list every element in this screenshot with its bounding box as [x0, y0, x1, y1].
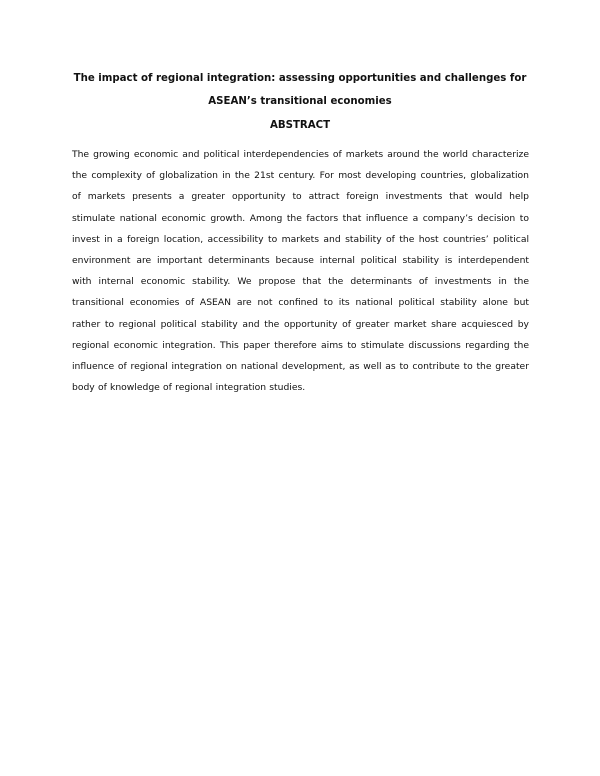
abstract-line: the complexity of globalization in the 21st century. For most developing countries, globalization [72, 170, 529, 182]
abstract-heading: ABSTRACT [269, 120, 331, 131]
abstract-line: The growing economic and political interdependencies of markets around the world characterize [72, 149, 529, 160]
abstract-line: body of knowledge of regional integration studies. [72, 382, 306, 394]
paper-title-line-2: ASEAN’s transitional economies [208, 96, 392, 107]
abstract-line: with internal economic stability. We propose that the determinants of investments in the [72, 276, 529, 288]
abstract-line: of markets presents a greater opportunity to attract foreign investments that would help [72, 191, 529, 203]
abstract-line: transitional economies of ASEAN are not confined to its national political stability alone but [72, 297, 529, 309]
paper-title [60, 67, 540, 113]
abstract-line: invest in a foreign location, accessibility to markets and stability of the host countries’ political [72, 233, 529, 245]
abstract-body [72, 144, 529, 398]
paper-title-line-1: The impact of regional integration: assessing opportunities and challenges for [73, 73, 527, 84]
abstract-line: rather to regional political stability and the opportunity of greater market share acquiesced by [72, 318, 529, 330]
abstract-line: environment are important determinants because internal political stability is interdependent [72, 255, 529, 267]
abstract-line: stimulate national economic growth. Among the factors that influence a company’s decision to [72, 212, 529, 224]
abstract-line: influence of regional integration on national development, as well as to contribute to the greater [72, 361, 529, 373]
abstract-line: regional economic integration. This paper therefore aims to stimulate discussions regarding the [72, 339, 529, 351]
